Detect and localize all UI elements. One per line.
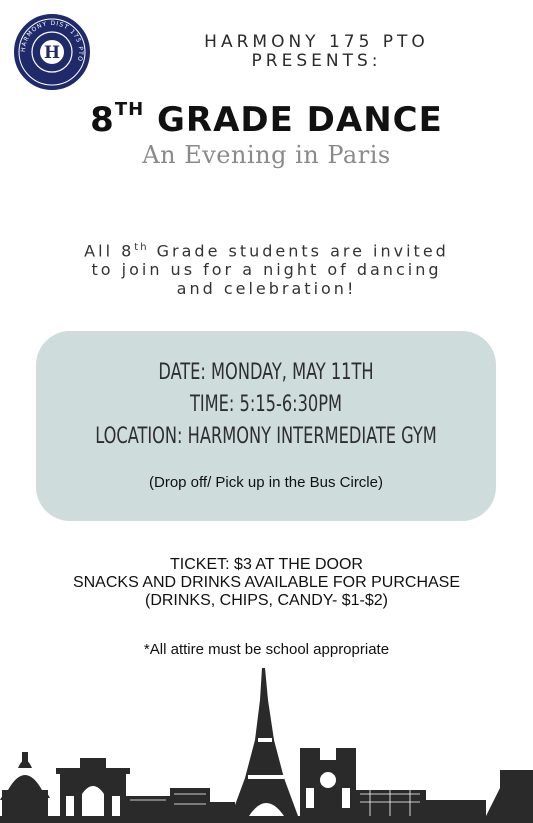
pto-logo — [14, 14, 90, 90]
logo-emblem-icon — [16, 16, 88, 88]
invite-sup: th — [134, 242, 149, 253]
paris-skyline-icon — [0, 660, 533, 823]
title-main: GRADE DANCE — [157, 100, 443, 140]
logo-letter: H — [43, 43, 61, 63]
ticket-price: TICKET: $3 AT THE DOOR — [170, 556, 363, 573]
event-time: TIME: 5:15-6:30PM — [189, 392, 343, 417]
snack-prices: (DRINKS, CHIPS, CANDY- $1-$2) — [144, 592, 389, 609]
invite-line-2: to join us for a night of dancing — [91, 260, 442, 280]
dropoff-note: (Drop off/ Pick up in the Bus Circle) — [149, 474, 383, 491]
event-location: LOCATION: HARMONY INTERMEDIATE GYM — [95, 424, 437, 449]
presenter-name: HARMONY 175 PTO — [204, 32, 429, 52]
presents-label: PRESENTS: — [251, 51, 382, 71]
attire-note: *All attire must be school appropriate — [143, 641, 390, 658]
invite-line-3: and celebration! — [176, 279, 357, 299]
presenter-header — [100, 33, 533, 71]
title-superscript: TH — [114, 98, 145, 120]
invite-suffix: Grade students are invited — [148, 241, 449, 261]
event-title — [0, 100, 533, 140]
invite-line-1 — [40, 238, 493, 260]
invite-prefix: All 8 — [84, 241, 135, 261]
ticket-info — [0, 556, 533, 610]
snacks-note: SNACKS AND DRINKS AVAILABLE FOR PURCHASE — [72, 574, 461, 591]
invitation-text — [40, 238, 493, 298]
event-date: DATE: MONDAY, MAY 11TH — [158, 360, 374, 385]
event-subtitle: An Evening in Paris — [142, 141, 391, 169]
logo-ring-text: HARMONY DIST 175 PTO — [19, 19, 85, 63]
title-grade: 8 — [90, 100, 115, 140]
